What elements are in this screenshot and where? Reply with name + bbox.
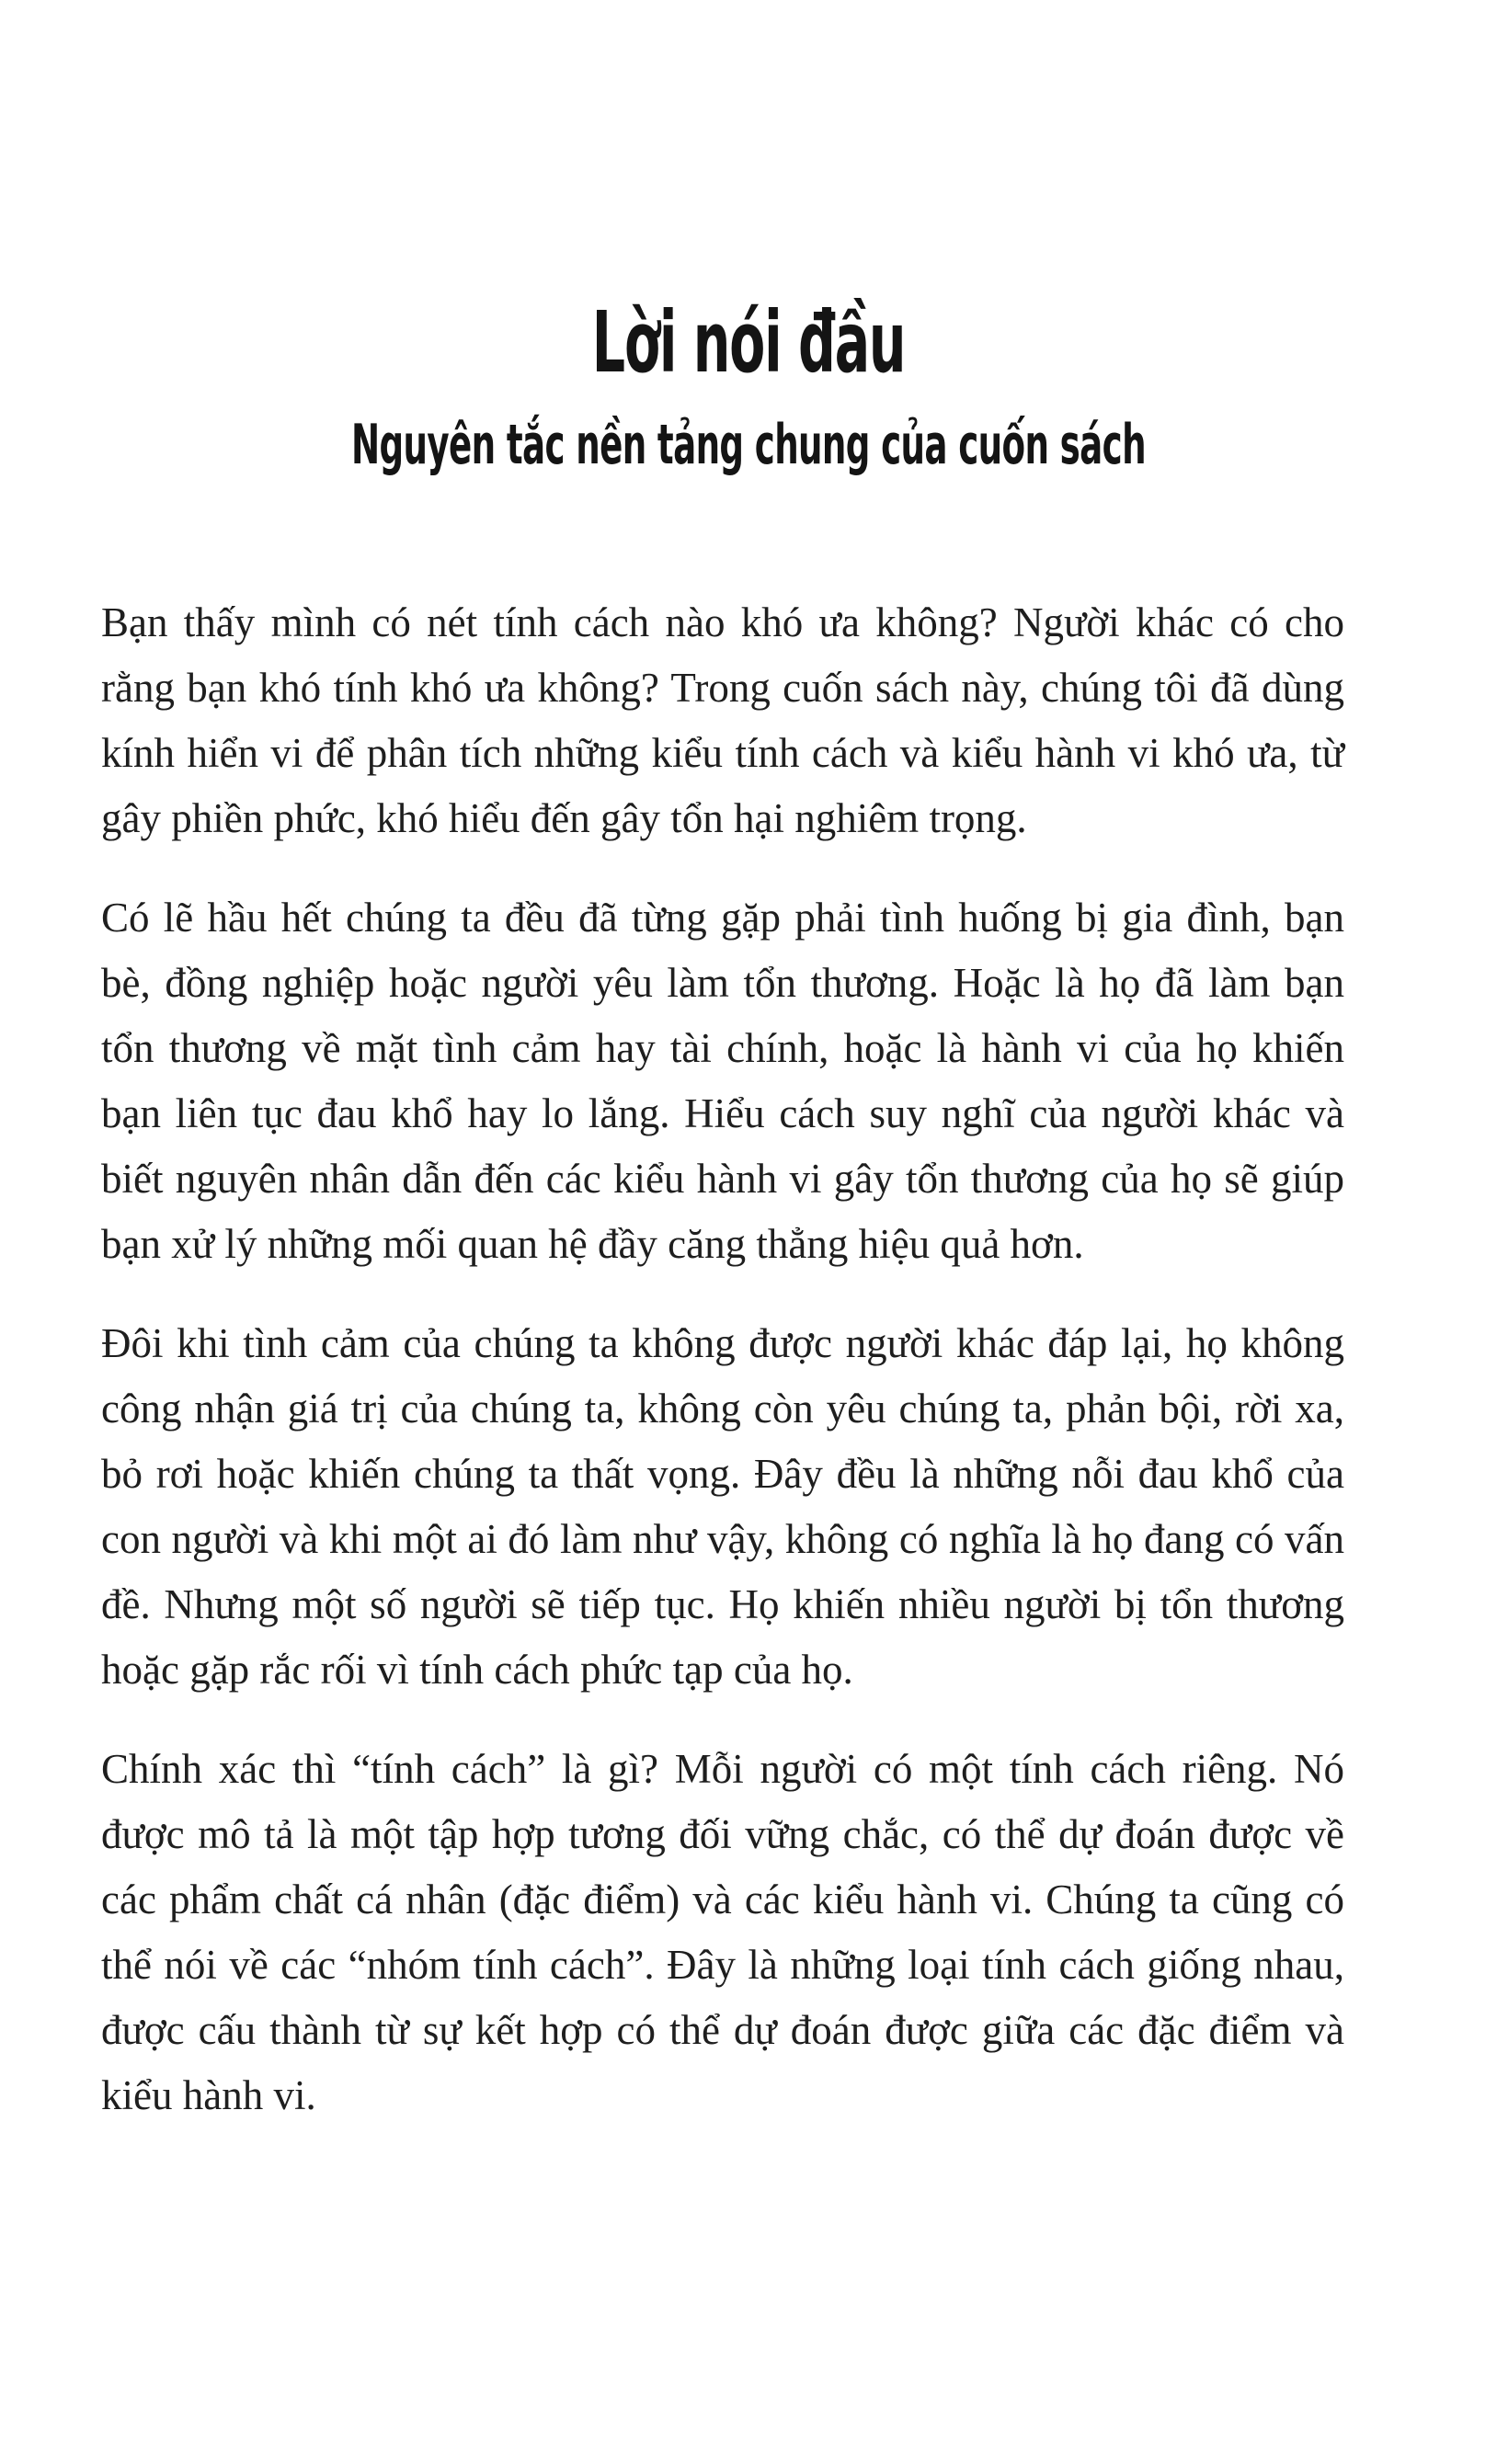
chapter-subtitle: Nguyên tắc nền tảng chung của cuốn sách — [351, 413, 1146, 477]
paragraph-3: Đôi khi tình cảm của chúng ta không được người khác đáp lại, họ không công nhận giá trị của chúng ta, không còn yêu chúng ta, phản bội, rời xa, bỏ rơi hoặc khiến chúng ta thất vọng. Đây đều là những nỗi đau khổ của con người và khi một ai đó làm như vậy, không có nghĩa là họ đang có vấn đề. Nhưng một số người sẽ tiếp tục. Họ khiến nhiều người bị tổn thương hoặc gặp rắc rối vì tính cách phức tạp của họ. — [101, 1320, 1344, 1693]
paragraph-1: Bạn thấy mình có nét tính cách nào khó ưa không? Người khác có cho rằng bạn khó tính khó ưa không? Trong cuốn sách này, chúng tôi đã dùng kính hiển vi để phân tích những kiểu tính cách và kiểu hành vi khó ưa, từ gây phiền phức, khó hiểu đến gây tổn hại nghiêm trọng. — [101, 599, 1344, 841]
paragraph-2: Có lẽ hầu hết chúng ta đều đã từng gặp phải tình huống bị gia đình, bạn bè, đồng nghiệp hoặc người yêu làm tổn thương. Hoặc là họ đã làm bạn tổn thương về mặt tình cảm hay tài chính, hoặc là hành vi của họ khiến bạn liên tục đau khổ hay lo lắng. Hiểu cách suy nghĩ của người khác và biết nguyên nhân dẫn đến các kiểu hành vi gây tổn thương của họ sẽ giúp bạn xử lý những mối quan hệ đầy căng thẳng hiệu quả hơn. — [101, 895, 1344, 1267]
paragraph-4: Chính xác thì “tính cách” là gì? Mỗi người có một tính cách riêng. Nó được mô tả là một tập hợp tương đối vững chắc, có thể dự đoán được về các phẩm chất cá nhân (đặc điểm) và các kiểu hành vi. Chúng ta cũng có thể nói về các “nhóm tính cách”. Đây là những loại tính cách giống nhau, được cấu thành từ sự kết hợp có thể dự đoán được giữa các đặc điểm và kiểu hành vi. — [101, 1746, 1344, 2118]
body-text — [101, 590, 1344, 2162]
chapter-title: Lời nói đầu — [591, 293, 906, 392]
